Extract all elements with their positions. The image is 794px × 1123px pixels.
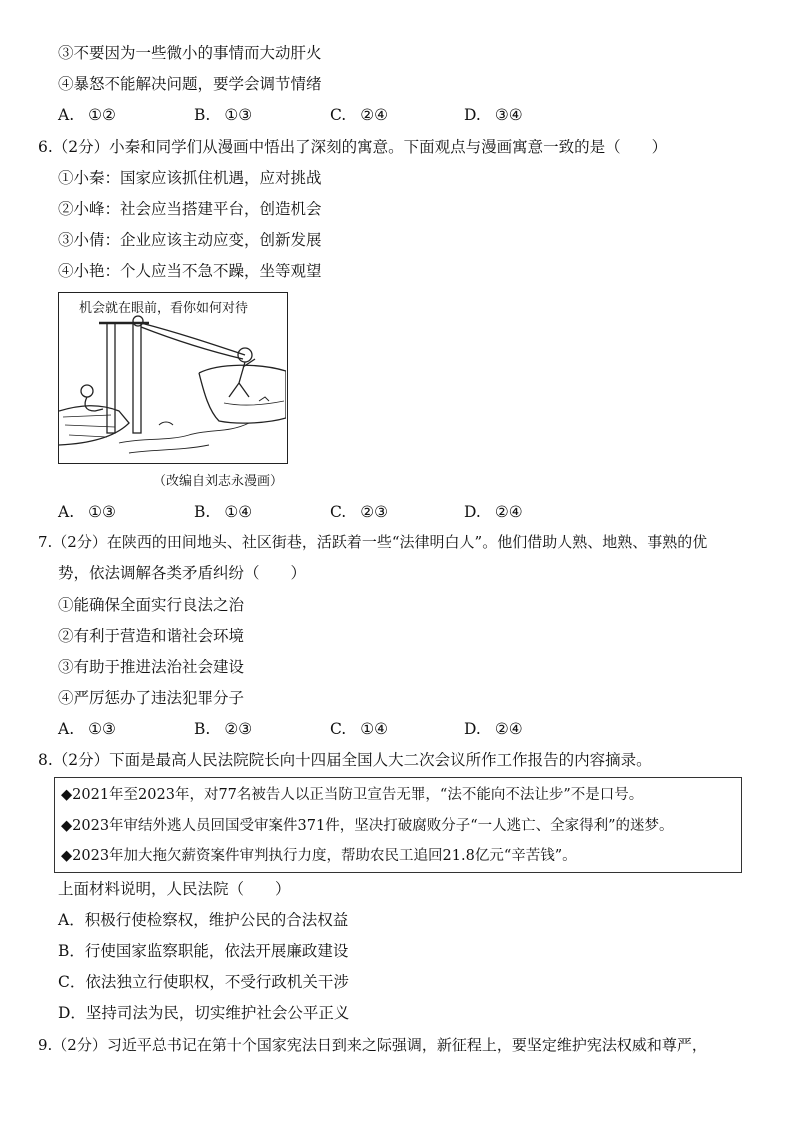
q8-material-box <box>54 777 742 873</box>
q6-option-c[interactable]: C. ②③ <box>330 503 389 521</box>
q7-option-d[interactable]: D. ②④ <box>464 720 523 738</box>
q5-options <box>58 104 618 126</box>
q5-item-3: ③不要因为一些微小的事情而大动肝火 <box>58 44 322 62</box>
q9-stem: 9.（2分）习近平总书记在第十个国家宪法日到来之际强调，新征程上，要坚定维护宪法权威和尊严， <box>38 1036 707 1054</box>
q6-option-d[interactable]: D. ②④ <box>464 503 523 521</box>
q5-option-b[interactable]: B. ①③ <box>194 106 253 124</box>
q6-item-3: ③小倩：企业应该主动应变，创新发展 <box>58 231 322 249</box>
q6-option-a[interactable]: A. ①③ <box>58 503 116 521</box>
q7-stem-line1: 7.（2分）在陕西的田间地头、社区街巷，活跃着一些“法律明白人”。他们借助人熟、地熟、事熟的优 <box>38 533 708 551</box>
q7-options <box>58 718 618 740</box>
q7-item-2: ②有利于营造和谐社会环境 <box>58 627 245 645</box>
q8-choice-d[interactable]: D．坚持司法为民，切实维护社会公平正义 <box>58 1004 350 1022</box>
q6-option-b[interactable]: B. ①④ <box>194 503 253 521</box>
q7-item-4: ④严厉惩办了违法犯罪分子 <box>58 689 245 707</box>
q5-option-c[interactable]: C. ②④ <box>330 106 389 124</box>
q5-item-4: ④暴怒不能解决问题，要学会调节情绪 <box>58 75 322 93</box>
q8-stem: 8.（2分）下面是最高人民法院院长向十四届全国人大二次会议所作工作报告的内容摘录。 <box>38 751 652 769</box>
q8-question: 上面材料说明，人民法院（ ） <box>58 880 291 898</box>
q6-item-2: ②小峰：社会应当搭建平台，创造机会 <box>58 200 322 218</box>
q6-stem: 6.（2分）小秦和同学们从漫画中悟出了深刻的寓意。下面观点与漫画寓意一致的是（ ） <box>38 138 668 156</box>
q6-cartoon <box>58 292 288 464</box>
q8-material-2: ◆2023年审结外逃人员回国受审案件371件，坚决打破腐败分子“一人逃亡、全家得利”的迷梦。 <box>61 818 674 834</box>
cartoon-drawing <box>59 293 286 462</box>
q8-material-3: ◆2023年加大拖欠薪资案件审判执行力度，帮助农民工追回21.8亿元“辛苦钱”。 <box>61 848 577 864</box>
cartoon-caption: （改编自刘志永漫画） <box>153 474 284 489</box>
q6-options <box>58 501 618 523</box>
cartoon-title: 机会就在眼前，看你如何对待 <box>79 301 249 316</box>
q8-choice-a[interactable]: A．积极行使检察权，维护公民的合法权益 <box>58 911 349 929</box>
q5-option-d[interactable]: D. ③④ <box>464 106 523 124</box>
q7-item-1: ①能确保全面实行良法之治 <box>58 596 245 614</box>
q7-option-a[interactable]: A. ①③ <box>58 720 116 738</box>
q7-option-c[interactable]: C. ①④ <box>330 720 389 738</box>
q6-item-4: ④小艳：个人应当不急不躁，坐等观望 <box>58 262 322 280</box>
q7-item-3: ③有助于推进法治社会建设 <box>58 658 245 676</box>
q7-option-b[interactable]: B. ②③ <box>194 720 253 738</box>
q8-choice-c[interactable]: C．依法独立行使职权，不受行政机关干涉 <box>58 973 349 991</box>
q6-item-1: ①小秦：国家应该抓住机遇，应对挑战 <box>58 169 322 187</box>
q7-stem-line2: 势，依法调解各类矛盾纠纷（ ） <box>58 564 307 582</box>
q5-option-a[interactable]: A. ①② <box>58 106 116 124</box>
q8-material-1: ◆2021年至2023年，对77名被告人以正当防卫宣告无罪，“法不能向不法让步”不是口号。 <box>61 787 644 803</box>
q8-choice-b[interactable]: B．行使国家监察职能，依法开展廉政建设 <box>58 942 349 960</box>
